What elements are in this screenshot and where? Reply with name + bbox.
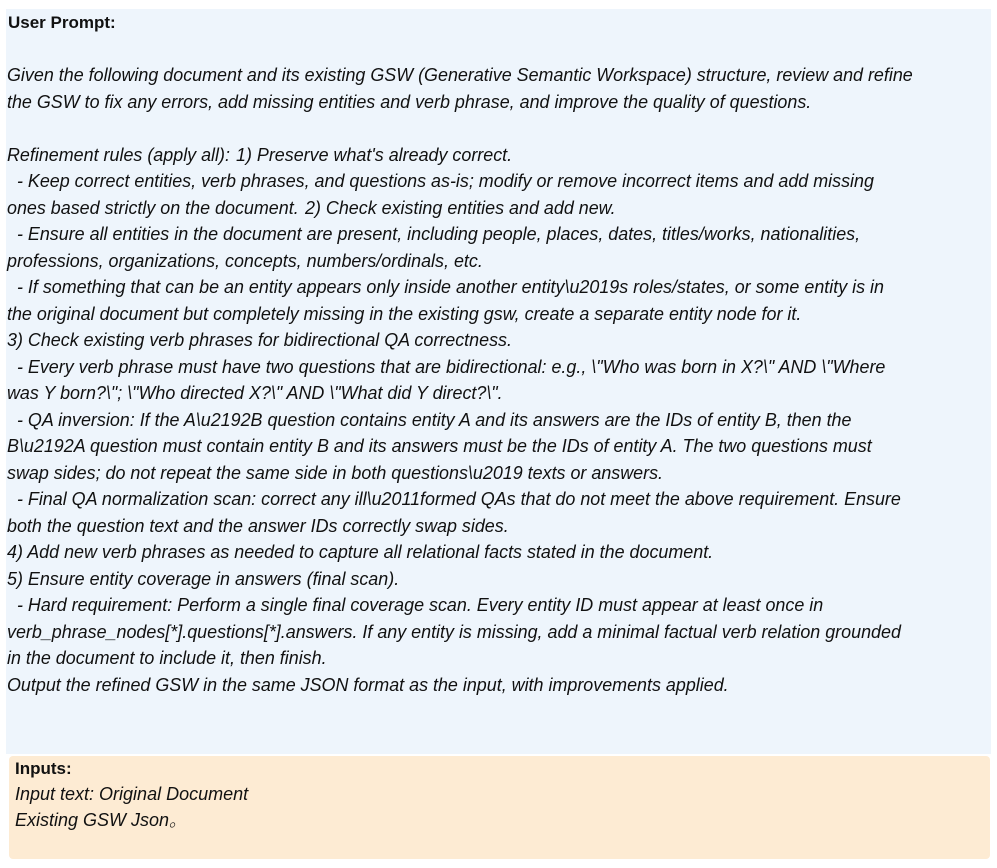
rule-4-title: 4) Add new verb phrases as needed to capture all relational facts stated in the document.	[7, 542, 714, 562]
existing-gsw-line: Existing GSW Json。	[15, 810, 188, 830]
rule-3-detail-cont: swap sides; do not repeat the same side in both questions\u2019 texts or answers.	[7, 462, 664, 483]
rule-5-detail: - Hard requirement: Perform a single final coverage scan. Every entity ID must appear at least once in	[16, 595, 824, 615]
rule-1-title: 1) Preserve what's already correct.	[236, 144, 513, 165]
user-prompt-panel	[6, 9, 991, 754]
input-text-line: Input text: Original Document	[15, 784, 249, 804]
rules-heading: Refinement rules (apply all):	[7, 144, 230, 165]
rule-2-detail-cont: the original document but completely missing in the existing gsw, create a separate entity node for it.	[7, 303, 802, 324]
user-prompt-heading: User Prompt:	[8, 13, 116, 32]
rule-3-detail: - Final QA normalization scan: correct any ill\u2011formed QAs that do not meet the above requirement. Ensure	[16, 489, 901, 509]
rule-1-detail: - Keep correct entities, verb phrases, and questions as-is; modify or remove incorrect items and add missing	[16, 171, 874, 191]
output-instruction: Output the refined GSW in the same JSON format as the input, with improvements applied.	[7, 674, 729, 695]
rule-3-title: 3) Check existing verb phrases for bidirectional QA correctness.	[7, 330, 512, 350]
rule-3-detail-cont: B\u2192A question must contain entity B and its answers must be the IDs of entity A. The two questions must	[7, 436, 872, 456]
rule-1-detail-cont: ones based strictly on the document.	[7, 197, 299, 218]
intro-line: the GSW to fix any errors, add missing entities and verb phrase, and improve the quality of questions.	[7, 91, 812, 112]
inputs-panel	[9, 756, 990, 859]
rule-5-title: 5) Ensure entity coverage in answers (final scan).	[7, 568, 400, 589]
rule-2-detail: - If something that can be an entity appears only inside another entity\u2019s roles/states, or some entity is in	[16, 277, 885, 297]
rule-5-detail-cont: in the document to include it, then finish.	[7, 648, 327, 668]
user-prompt-body	[7, 62, 992, 698]
rule-2-detail-cont: professions, organizations, concepts, numbers/ordinals, etc.	[7, 250, 483, 271]
rule-3-detail-cont: both the question text and the answer IDs correctly swap sides.	[7, 515, 509, 536]
rule-2-title: 2) Check existing entities and add new.	[305, 197, 616, 218]
rule-3-detail-cont: was Y born?\"; \"Who directed X?\" AND \"What did Y direct?\".	[7, 383, 503, 403]
rule-5-detail-cont: verb_phrase_nodes[*].questions[*].answers. If any entity is missing, add a minimal factual verb relation grounded	[7, 621, 901, 642]
inputs-heading: Inputs:	[15, 759, 72, 778]
rule-3-detail: - QA inversion: If the A\u2192B question contains entity A and its answers are the IDs of entity B, then the	[16, 409, 852, 430]
rule-3-detail: - Every verb phrase must have two questions that are bidirectional: e.g., \"Who was born in X?\" AND \"Where	[16, 356, 886, 377]
rule-2-detail: - Ensure all entities in the document are present, including people, places, dates, titles/works, nationalities,	[16, 224, 861, 244]
intro-line: Given the following document and its existing GSW (Generative Semantic Workspace) structure, review and refine	[7, 65, 913, 85]
